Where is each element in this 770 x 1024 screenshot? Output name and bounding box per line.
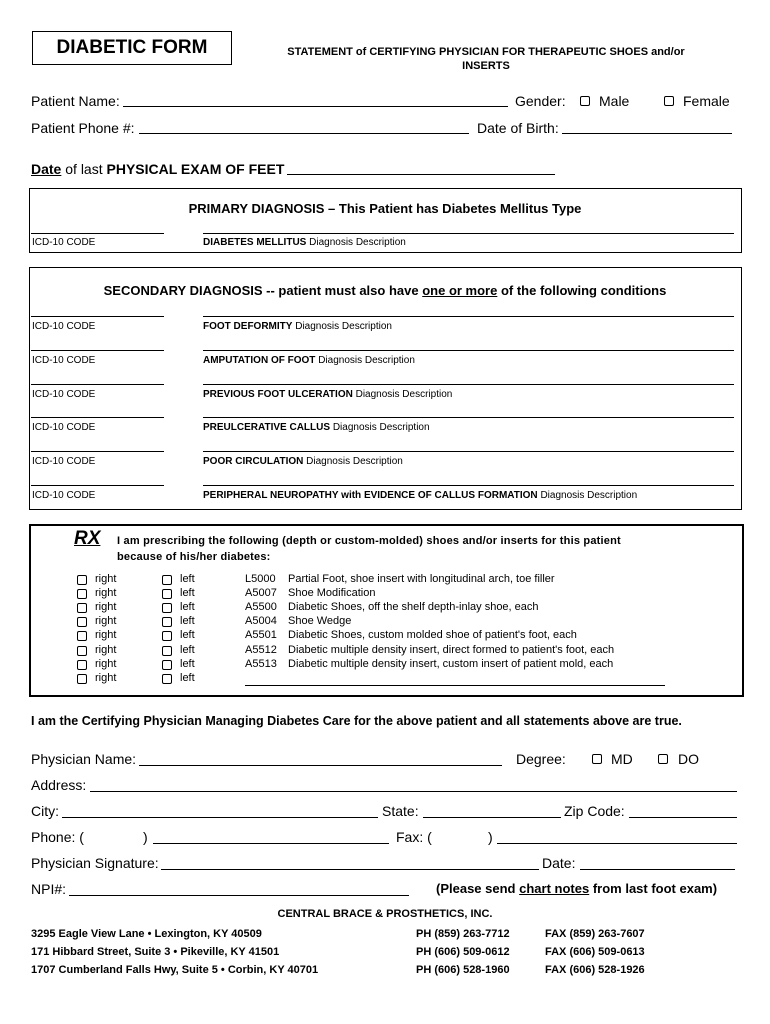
primary-desc-field[interactable] [203, 233, 734, 234]
secondary-desc-label: PREULCERATIVE CALLUS Diagnosis Description [203, 422, 430, 433]
npi-label: NPI#: [31, 881, 67, 897]
right-label: right [95, 601, 117, 613]
location-address: 1707 Cumberland Falls Hwy, Suite 5 • Corbin, KY 40701 [31, 964, 319, 976]
rx-desc: Shoe Wedge [288, 615, 352, 627]
rx-other-field[interactable] [245, 685, 665, 686]
form-title: DIABETIC FORM [56, 37, 208, 58]
right-checkbox[interactable] [77, 575, 87, 585]
rx-code: L5000 [245, 573, 276, 585]
right-checkbox[interactable] [77, 617, 87, 627]
secondary-icd-field[interactable] [31, 417, 164, 418]
left-checkbox[interactable] [162, 589, 172, 599]
location-phone: PH (606) 528-1960 [416, 964, 510, 976]
secondary-icd-field[interactable] [31, 384, 164, 385]
md-checkbox[interactable] [592, 754, 602, 764]
fax-paren-close: ) [488, 829, 493, 845]
right-label: right [95, 672, 117, 684]
right-checkbox[interactable] [77, 603, 87, 613]
right-checkbox[interactable] [77, 674, 87, 684]
secondary-desc-field[interactable] [203, 316, 734, 317]
left-checkbox[interactable] [162, 603, 172, 613]
physician-name-label: Physician Name: [31, 751, 137, 767]
rx-desc: Diabetic Shoes, off the shelf depth-inlay shoe, each [288, 601, 539, 613]
right-checkbox[interactable] [77, 646, 87, 656]
secondary-desc-field[interactable] [203, 417, 734, 418]
gender-label: Gender: [515, 93, 566, 109]
left-label: left [180, 573, 195, 585]
rx-code: A5512 [245, 644, 277, 656]
location-fax: FAX (859) 263-7607 [545, 928, 645, 940]
npi-field[interactable] [69, 895, 409, 896]
secondary-icd-field[interactable] [31, 350, 164, 351]
city-label: City: [31, 803, 59, 819]
phone-field[interactable] [153, 843, 389, 844]
left-label: left [180, 658, 195, 670]
secondary-icd-field[interactable] [31, 485, 164, 486]
state-field[interactable] [423, 817, 561, 818]
address-field[interactable] [90, 791, 737, 792]
male-label: Male [599, 93, 630, 109]
statement-line-2: INSERTS [462, 60, 510, 72]
secondary-desc-field[interactable] [203, 485, 734, 486]
city-field[interactable] [62, 817, 378, 818]
right-label: right [95, 573, 117, 585]
right-label: right [95, 658, 117, 670]
patient-phone-field[interactable] [139, 133, 469, 134]
secondary-desc-field[interactable] [203, 350, 734, 351]
secondary-icd-field[interactable] [31, 451, 164, 452]
left-label: left [180, 615, 195, 627]
left-label: left [180, 672, 195, 684]
rx-code: A5501 [245, 629, 277, 641]
secondary-icd-label: ICD-10 CODE [32, 490, 96, 501]
left-label: left [180, 601, 195, 613]
left-label: left [180, 644, 195, 656]
secondary-icd-label: ICD-10 CODE [32, 456, 96, 467]
address-label: Address: [31, 777, 87, 793]
right-checkbox[interactable] [77, 631, 87, 641]
do-label: DO [678, 751, 699, 767]
patient-name-field[interactable] [123, 106, 508, 107]
primary-icd-label: ICD-10 CODE [32, 237, 96, 248]
secondary-desc-label: PREVIOUS FOOT ULCERATION Diagnosis Description [203, 389, 453, 400]
exam-date-field[interactable] [287, 174, 555, 175]
rx-statement-line-2: because of his/her diabetes: [117, 551, 271, 563]
secondary-icd-label: ICD-10 CODE [32, 355, 96, 366]
primary-diagnosis-title: PRIMARY DIAGNOSIS – This Patient has Diabetes Mellitus Type [188, 201, 582, 216]
location-address: 171 Hibbard Street, Suite 3 • Pikeville, KY 41501 [31, 946, 280, 958]
right-label: right [95, 587, 117, 599]
secondary-icd-label: ICD-10 CODE [32, 422, 96, 433]
secondary-desc-field[interactable] [203, 451, 734, 452]
state-label: State: [382, 803, 419, 819]
secondary-desc-label: PERIPHERAL NEUROPATHY with EVIDENCE OF CALLUS FORMATION Diagnosis Description [203, 490, 638, 501]
secondary-icd-label: ICD-10 CODE [32, 389, 96, 400]
left-label: left [180, 629, 195, 641]
right-label: right [95, 629, 117, 641]
female-label: Female [683, 93, 730, 109]
rx-desc: Partial Foot, shoe insert with longitudinal arch, toe filler [288, 573, 555, 585]
left-checkbox[interactable] [162, 617, 172, 627]
primary-desc-label: DIABETES MELLITUS Diagnosis Description [203, 237, 406, 248]
secondary-icd-field[interactable] [31, 316, 164, 317]
female-checkbox[interactable] [664, 96, 674, 106]
location-fax: FAX (606) 509-0613 [545, 946, 645, 958]
company-name: CENTRAL BRACE & PROSTHETICS, INC. [277, 908, 493, 920]
phone-label: Phone: ( [31, 829, 84, 845]
left-label: left [180, 587, 195, 599]
sign-date-label: Date: [542, 855, 576, 871]
degree-label: Degree: [516, 751, 566, 767]
left-checkbox[interactable] [162, 660, 172, 670]
sign-date-field[interactable] [580, 869, 735, 870]
right-label: right [95, 615, 117, 627]
chart-notes-note: (Please send chart notes from last foot exam) [436, 881, 718, 896]
do-checkbox[interactable] [658, 754, 668, 764]
phone-paren-close: ) [143, 829, 148, 845]
left-checkbox[interactable] [162, 646, 172, 656]
rx-code: A5007 [245, 587, 277, 599]
right-checkbox[interactable] [77, 589, 87, 599]
left-checkbox[interactable] [162, 631, 172, 641]
rx-code: A5004 [245, 615, 277, 627]
rx-desc: Diabetic multiple density insert, direct formed to patient's foot, each [288, 644, 615, 656]
signature-label: Physician Signature: [31, 855, 159, 871]
rx-code: A5513 [245, 658, 277, 670]
male-checkbox[interactable] [580, 96, 590, 106]
location-phone: PH (859) 263-7712 [416, 928, 510, 940]
patient-name-label: Patient Name: [31, 93, 120, 109]
left-checkbox[interactable] [162, 575, 172, 585]
patient-phone-label: Patient Phone #: [31, 120, 135, 136]
location-fax: FAX (606) 528-1926 [545, 964, 645, 976]
rx-desc: Diabetic multiple density insert, custom insert of patient mold, each [288, 658, 614, 670]
signature-field[interactable] [161, 869, 539, 870]
zip-field[interactable] [629, 817, 737, 818]
rx-label: RX [74, 528, 101, 549]
physician-name-field[interactable] [139, 765, 502, 766]
secondary-icd-label: ICD-10 CODE [32, 321, 96, 332]
secondary-diagnosis-title: SECONDARY DIAGNOSIS -- patient must also have one or more of the following conditions [103, 283, 667, 298]
left-checkbox[interactable] [162, 674, 172, 684]
fax-field[interactable] [497, 843, 737, 844]
right-checkbox[interactable] [77, 660, 87, 670]
primary-icd-field[interactable] [31, 233, 164, 234]
right-label: right [95, 644, 117, 656]
md-label: MD [611, 751, 633, 767]
dob-label: Date of Birth: [477, 120, 559, 136]
location-address: 3295 Eagle View Lane • Lexington, KY 40509 [31, 928, 262, 940]
rx-code: A5500 [245, 601, 277, 613]
zip-label: Zip Code: [564, 803, 625, 819]
statement-line-1: STATEMENT of CERTIFYING PHYSICIAN FOR THERAPEUTIC SHOES and/or [287, 46, 685, 58]
secondary-desc-field[interactable] [203, 384, 734, 385]
dob-field[interactable] [562, 133, 732, 134]
secondary-desc-label: POOR CIRCULATION Diagnosis Description [203, 456, 403, 467]
certify-statement: I am the Certifying Physician Managing Diabetes Care for the above patient and all statements above are true. [31, 714, 682, 728]
secondary-desc-label: FOOT DEFORMITY Diagnosis Description [203, 321, 392, 332]
rx-desc: Diabetic Shoes, custom molded shoe of patient's foot, each [288, 629, 577, 641]
fax-label: Fax: ( [396, 829, 432, 845]
rx-desc: Shoe Modification [288, 587, 376, 599]
exam-date-label: Date of last PHYSICAL EXAM OF FEET [31, 161, 285, 177]
rx-statement-line-1: I am prescribing the following (depth or custom-molded) shoes and/or inserts for this patient [117, 535, 621, 547]
secondary-desc-label: AMPUTATION OF FOOT Diagnosis Description [203, 355, 415, 366]
location-phone: PH (606) 509-0612 [416, 946, 510, 958]
